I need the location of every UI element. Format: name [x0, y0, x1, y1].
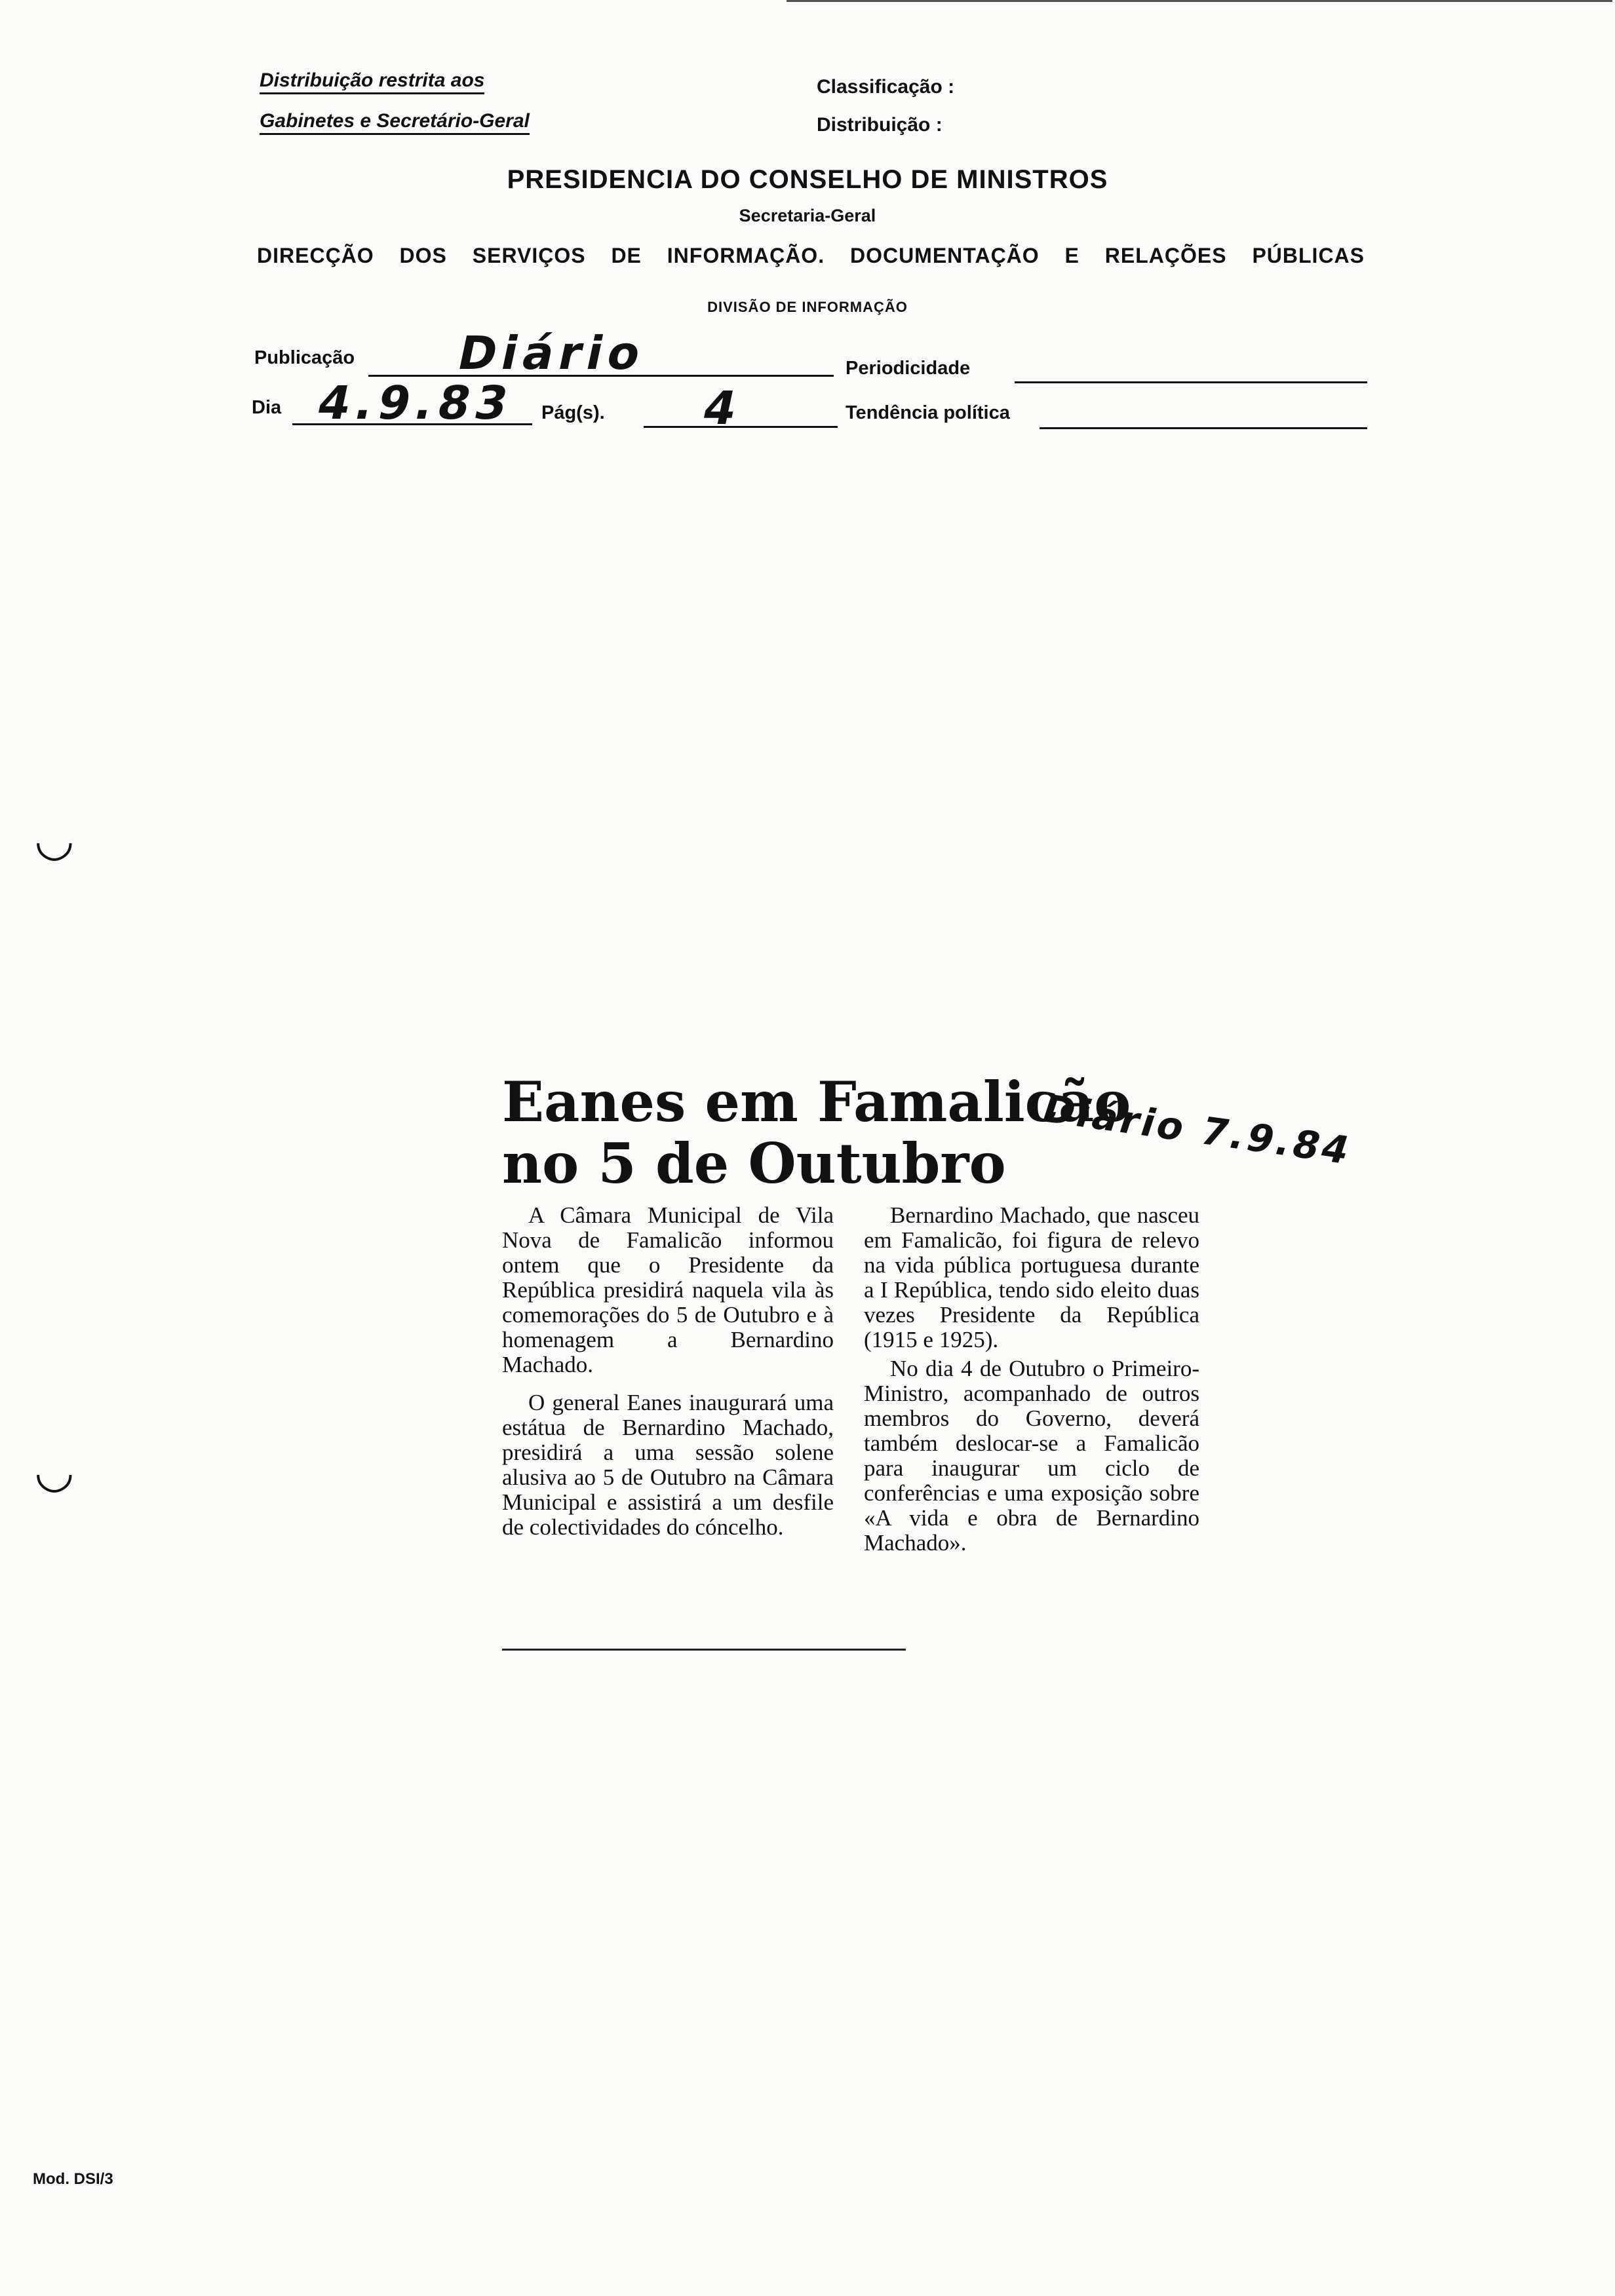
periodicity-label: Periodicidade [846, 358, 971, 379]
pages-handwritten: 4 [698, 381, 747, 435]
political-tendency-label: Tendência política [846, 402, 1010, 423]
office-subtitle: Secretaria-Geral [739, 206, 876, 225]
paragraph: No dia 4 de Outubro o Primeiro-Ministro, acompanhado de outros membros do Governo, deverá também deslocar-se a Famalicão para inaugurar um ciclo de conferências e uma exposição sobre «A vida e obra de Bernardino Machado». [864, 1356, 1199, 1556]
political-tendency-underline [1040, 427, 1367, 429]
pages-underline [644, 426, 838, 428]
classification-label: Classificação : [817, 76, 955, 98]
paragraph: O general Eanes inaugurará uma estátua de Bernardino Machado, presidirá a uma sessão solene alusiva ao 5 de Outubro na Câmara Municipal e assistirá a um desfile de colectividades do cóncelho. [502, 1390, 834, 1540]
article-end-rule [502, 1649, 906, 1651]
distribution-label: Distribuição : [817, 114, 943, 136]
margin-mark: ◡ [37, 813, 72, 866]
publication-label: Publicação [254, 347, 355, 368]
paragraph: A Câmara Municipal de Vila Nova de Famalicão informou ontem que o Presidente da República presidirá naquela vila às comemorações do 5 de Outubro e à homenagem a Bernardino Machado. [502, 1202, 834, 1377]
directorate-word: INFORMAÇÃO. [667, 244, 825, 267]
scan-edge-line [787, 0, 1612, 2]
article-headline-line2: no 5 de Outubro [502, 1131, 1006, 1196]
office-title: PRESIDENCIA DO CONSELHO DE MINISTROS [507, 165, 1108, 194]
directorate-word: E [1064, 244, 1080, 267]
handwritten-source-note: Diário 7.9.84 [1036, 1086, 1358, 1173]
directorate-word: PÚBLICAS [1252, 244, 1365, 267]
publication-handwritten: Diário [453, 326, 651, 380]
directorate-word: DOCUMENTAÇÃO [849, 244, 1040, 267]
directorate-word: DOS [399, 244, 447, 267]
day-handwritten: 4.9.83 [313, 376, 518, 430]
article-column-2 [864, 1203, 1199, 1569]
periodicity-underline [1015, 381, 1367, 383]
division-label: DIVISÃO DE INFORMAÇÃO [707, 299, 908, 315]
directorate-word: DIRECÇÃO [257, 244, 374, 267]
directorate-line [257, 244, 1365, 268]
margin-mark: ◡ [37, 1444, 72, 1498]
directorate-word: RELAÇÕES [1104, 244, 1227, 267]
distribution-restricted-line1: Distribuição restrita aos [260, 69, 484, 92]
directorate-word: DE [611, 244, 642, 267]
day-label: Dia [252, 397, 282, 418]
article-column-1 [502, 1203, 834, 1553]
pages-label: Pág(s). [541, 402, 605, 423]
article-headline-line1: Eanes em Famalicão [502, 1069, 1131, 1134]
distribution-restricted-line2: Gabinetes e Secretário-Geral [260, 110, 530, 132]
directorate-word: SERVIÇOS [472, 244, 586, 267]
paragraph: Bernardino Machado, que nasceu em Famalicão, foi figura de relevo na vida pública portuguesa durante a I República, tendo sido eleito duas vezes Presidente da República (1915 e 1925). [864, 1202, 1199, 1352]
form-code: Mod. DSI/3 [33, 2170, 113, 2188]
